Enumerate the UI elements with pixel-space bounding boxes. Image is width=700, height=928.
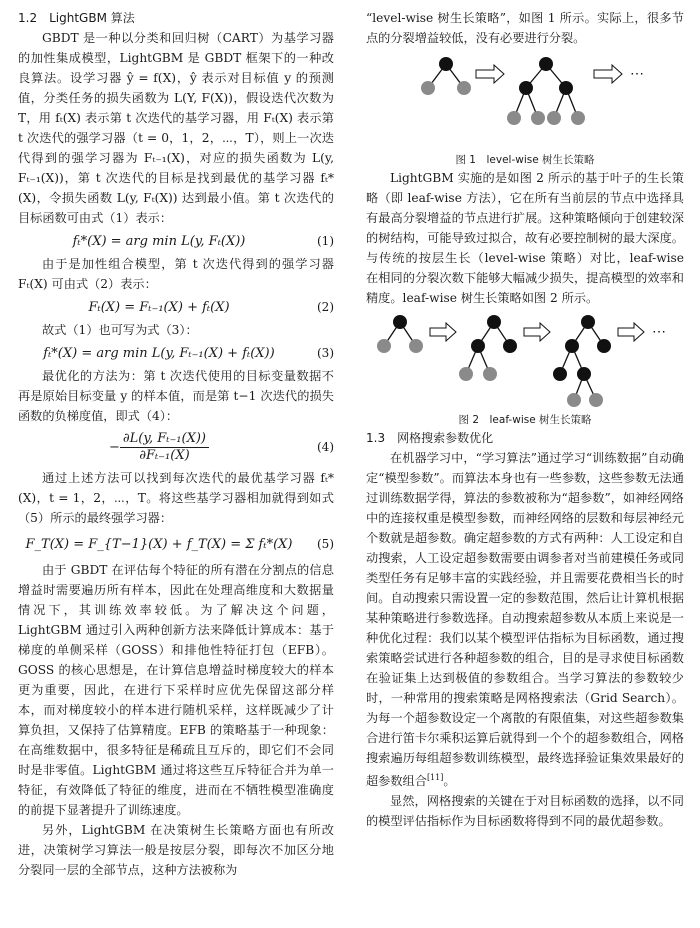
paragraph-conclusion: 显然，网格搜索的关键在于对目标函数的选择，以不同的模型评估指标作为目标函数将得到不同的最优超参数。: [366, 794, 684, 829]
equation-4-number: (4): [317, 440, 334, 454]
tree-node: [581, 315, 595, 329]
equation-5-expression: F_T(X) = F_{T−1}(X) + f_T(X) = Σ fₜ*(X): [25, 536, 293, 552]
tree-node: [503, 339, 517, 353]
tree-node: [459, 367, 473, 381]
equation-2-expression: Fₜ(X) = Fₜ₋₁(X) + fₜ(X): [88, 299, 230, 315]
paragraph-growth-strategy: 另外，LightGBM 在决策树生长策略方面也有所改进，决策树学习算法一般是按层分裂，即每次不加区分地分裂同一层的全部节点，这种方法被称为: [18, 823, 334, 877]
tree-node: [439, 57, 453, 71]
equation-1-expression: fₜ*(X) = arg min L(y, Fₜ(X)): [72, 233, 246, 249]
tree-node: [377, 339, 391, 353]
figure-2-ellipsis: ⋯: [652, 324, 666, 340]
tree-node: [487, 315, 501, 329]
equation-3-expression: fₜ*(X) = arg min L(y, Fₜ₋₁(X) + fₜ(X)): [43, 345, 275, 361]
equation-5: [18, 529, 334, 559]
section-1-2-title: 1.2 LightGBM 算法: [18, 11, 135, 25]
tree-node: [409, 339, 423, 353]
paragraph-goss-efb: 由于 GBDT 在评估每个特征的所有潜在分割点的信息增益时需要遍历所有样本，因此在处理高维度和大数据量情况下，其训练效率较低。为了解决这个问题，LightGBM 通过引入两种创新方法来降低计算成本：基于梯度的单侧采样（GOSS）和排他性特征打包（EFB）。GOSS 的核心思想是，在计算信息增益时梯度较大的样本更为重要，因此，在进行下采样时应优先保留这部分样本，而对梯度较小的样本进行随机采样，这样既减少了计算负担，又保持了估算精度。EFB 的策略基于一种现象：在高维数据中，很多特征是稀疏且互斥的，即它们不会同时是非零值。LightGBM 通过将这些互斥特征合并为单一特征，有效降低了特征的维度，进而在不牺牲模型准确度的前提下显著提升了训练速度。: [18, 563, 334, 817]
equation-4-denominator: ∂Fₜ₋₁(X): [139, 447, 190, 463]
right-column: [366, 8, 684, 831]
arrow-right-icon: [618, 323, 644, 341]
arrow-right-icon: [594, 65, 622, 83]
equation-2: [18, 295, 334, 319]
tree-node: [565, 339, 579, 353]
paragraph-optimization: 最优化的方法为：第 t 次迭代使用的目标变量数据不再是原始目标变量 y 的样本值，而是第 t−1 次迭代的损失函数的负梯度值，即式（4）：: [18, 369, 334, 423]
tree-node: [547, 111, 561, 125]
equation-5-number: (5): [317, 537, 334, 551]
figure-2-diagram: [366, 308, 684, 412]
figure-2: [366, 308, 684, 412]
equation-3-number: (3): [317, 346, 334, 360]
paragraph-optimal-learner: 通过上述方法可以找到每次迭代的最优基学习器 fₜ*(X)，t = 1，2，⋯，T。将这些基学习器相加就得到如式（5）所示的最终强学习器：: [18, 471, 334, 525]
equation-4-numerator: ∂L(y, Fₜ₋₁(X)): [120, 431, 209, 448]
figure-1: [366, 48, 684, 152]
tree-node: [457, 81, 471, 95]
paragraph-additive: 由于是加性组合模型，第 t 次迭代得到的强学习器 Fₜ(X) 可由式（2）表示：: [18, 257, 334, 291]
figure-1-caption: 图 1 level-wise 树生长策略: [455, 154, 595, 166]
paragraph-grid-search-text: 在机器学习中，“学习算法”通过学习“训练数据”自动确定“模型参数”。而算法本身也有一些参数，这些参数无法通过训练数据学得，算法的参数被称为“超参数”，如神经网络中的连接权重是模型参数，而神经网络的层数和每层神经元个数就是超参数。确定超参数的方式有两种：人工设定和自动搜索，人工设定超参数需要由调参者对当前建模任务或同类型任务有足够丰富的实践经验，并且需要花费相当长的时间。自动搜索只需设置一定的参数范围，然后让计算机根据某种策略进行参数选择。自动搜索超参数从本质上来说是一种优化过程：我们以某个模型评估指标为目标函数，通过搜索策略尝试进行各种超参数的组合，目的是寻求使目标函数在验证集上达到极值的参数组合。当学习算法的参数较少时，一种常用的搜索策略是网格搜索法（Grid Search）。为每一个超参数设定一个离散的有限值集，对这些超参数集合进行笛卡尔乘积运算后就得到一个个的超参数组合，网格搜索遍历每组超参数训练模型，最终选择验证集效果最好的超参数组合: [366, 451, 684, 789]
paragraph-level-wise-cont: “level-wise 树生长策略”，如图 1 所示。实际上，很多节点的分裂增益较低，没有必要进行分裂。: [366, 11, 684, 45]
tree-node: [421, 81, 435, 95]
tree-node: [597, 339, 611, 353]
arrow-right-icon: [476, 65, 504, 83]
section-1-3-title: 1.3 网格搜索参数优化: [366, 431, 494, 445]
tree-node: [589, 393, 603, 407]
equation-4-fraction: [120, 431, 209, 464]
tree-node: [483, 367, 497, 381]
equation-1: [18, 229, 334, 253]
paragraph-leaf-wise: LightGBM 实施的是如图 2 所示的基于叶子的生长策略（即 leaf-wise 方法），它在所有当前层的节点中选择具有最高分裂增益的节点进行扩展。这种策略倾向于创建较深的树结构，可能导致过拟合，故有必要控制树的最大深度。与传统的按层生长（level-wise 策略）对比，leaf-wise 在相同的分裂次数下能够大幅减少损失，提高模型的效率和精度。leaf-wise 树生长策略如图 2 所示。: [366, 171, 684, 305]
tree-node: [553, 367, 567, 381]
tree-node: [571, 111, 585, 125]
equation-4: − $\frac{\text{∂L(y, Fₜ₋₁(X))}}{\text{∂Fₜ₋₁(X)}}$ (4): [109, 430, 334, 463]
paragraph-gbdt-intro: GBDT 是一种以分类和回归树（CART）为基学习器的加性集成模型，LightGBM 是 GBDT 框架下的一种改良算法。设学习器 ŷ = f(X)，ŷ 表示对目标值 y 的预测值，分类任务的损失函数为 L(Y, F(X))，假设迭代次数为 T，用 fₜ(X) 表示第 t 次迭代的基学习器，用 Fₜ(X) 表示第 t 次迭代的强学习器（t = 0，1，2，⋯，T），则上一次迭代得到的强学习器为 Fₜ₋₁(X)，对应的损失函数为 L(y, Fₜ₋₁(X))，第 t 次迭代的目标是找到最优的基学习器 fₜ*(X)，令损失函数 L(y, Fₜ(X)) 达到最小值。第 t 次迭代的目标函数可由式（1）表示：: [18, 31, 334, 225]
arrow-right-icon: [430, 323, 456, 341]
paragraph-grid-search: [366, 448, 684, 791]
tree-node: [539, 57, 553, 71]
tree-node: [471, 339, 485, 353]
tree-node: [567, 393, 581, 407]
equation-2-number: (2): [317, 300, 334, 314]
equation-3: [18, 341, 334, 365]
tree-node: [507, 111, 521, 125]
paragraph-rewrite: 故式（1）也可写为式（3）：: [42, 323, 198, 337]
tree-node: [393, 315, 407, 329]
equation-1-number: (1): [317, 234, 334, 248]
citation-ref: [11]: [426, 773, 444, 782]
arrow-right-icon: [524, 323, 550, 341]
tree-node: [519, 81, 533, 95]
tree-node: [577, 367, 591, 381]
figure-1-ellipsis: ⋯: [630, 66, 644, 82]
left-column: [18, 8, 334, 880]
tree-node: [559, 81, 573, 95]
figure-1-diagram: [366, 48, 684, 152]
figure-2-caption: 图 2 leaf-wise 树生长策略: [458, 414, 592, 426]
paragraph-grid-search-end: 。: [443, 774, 456, 789]
tree-node: [531, 111, 545, 125]
